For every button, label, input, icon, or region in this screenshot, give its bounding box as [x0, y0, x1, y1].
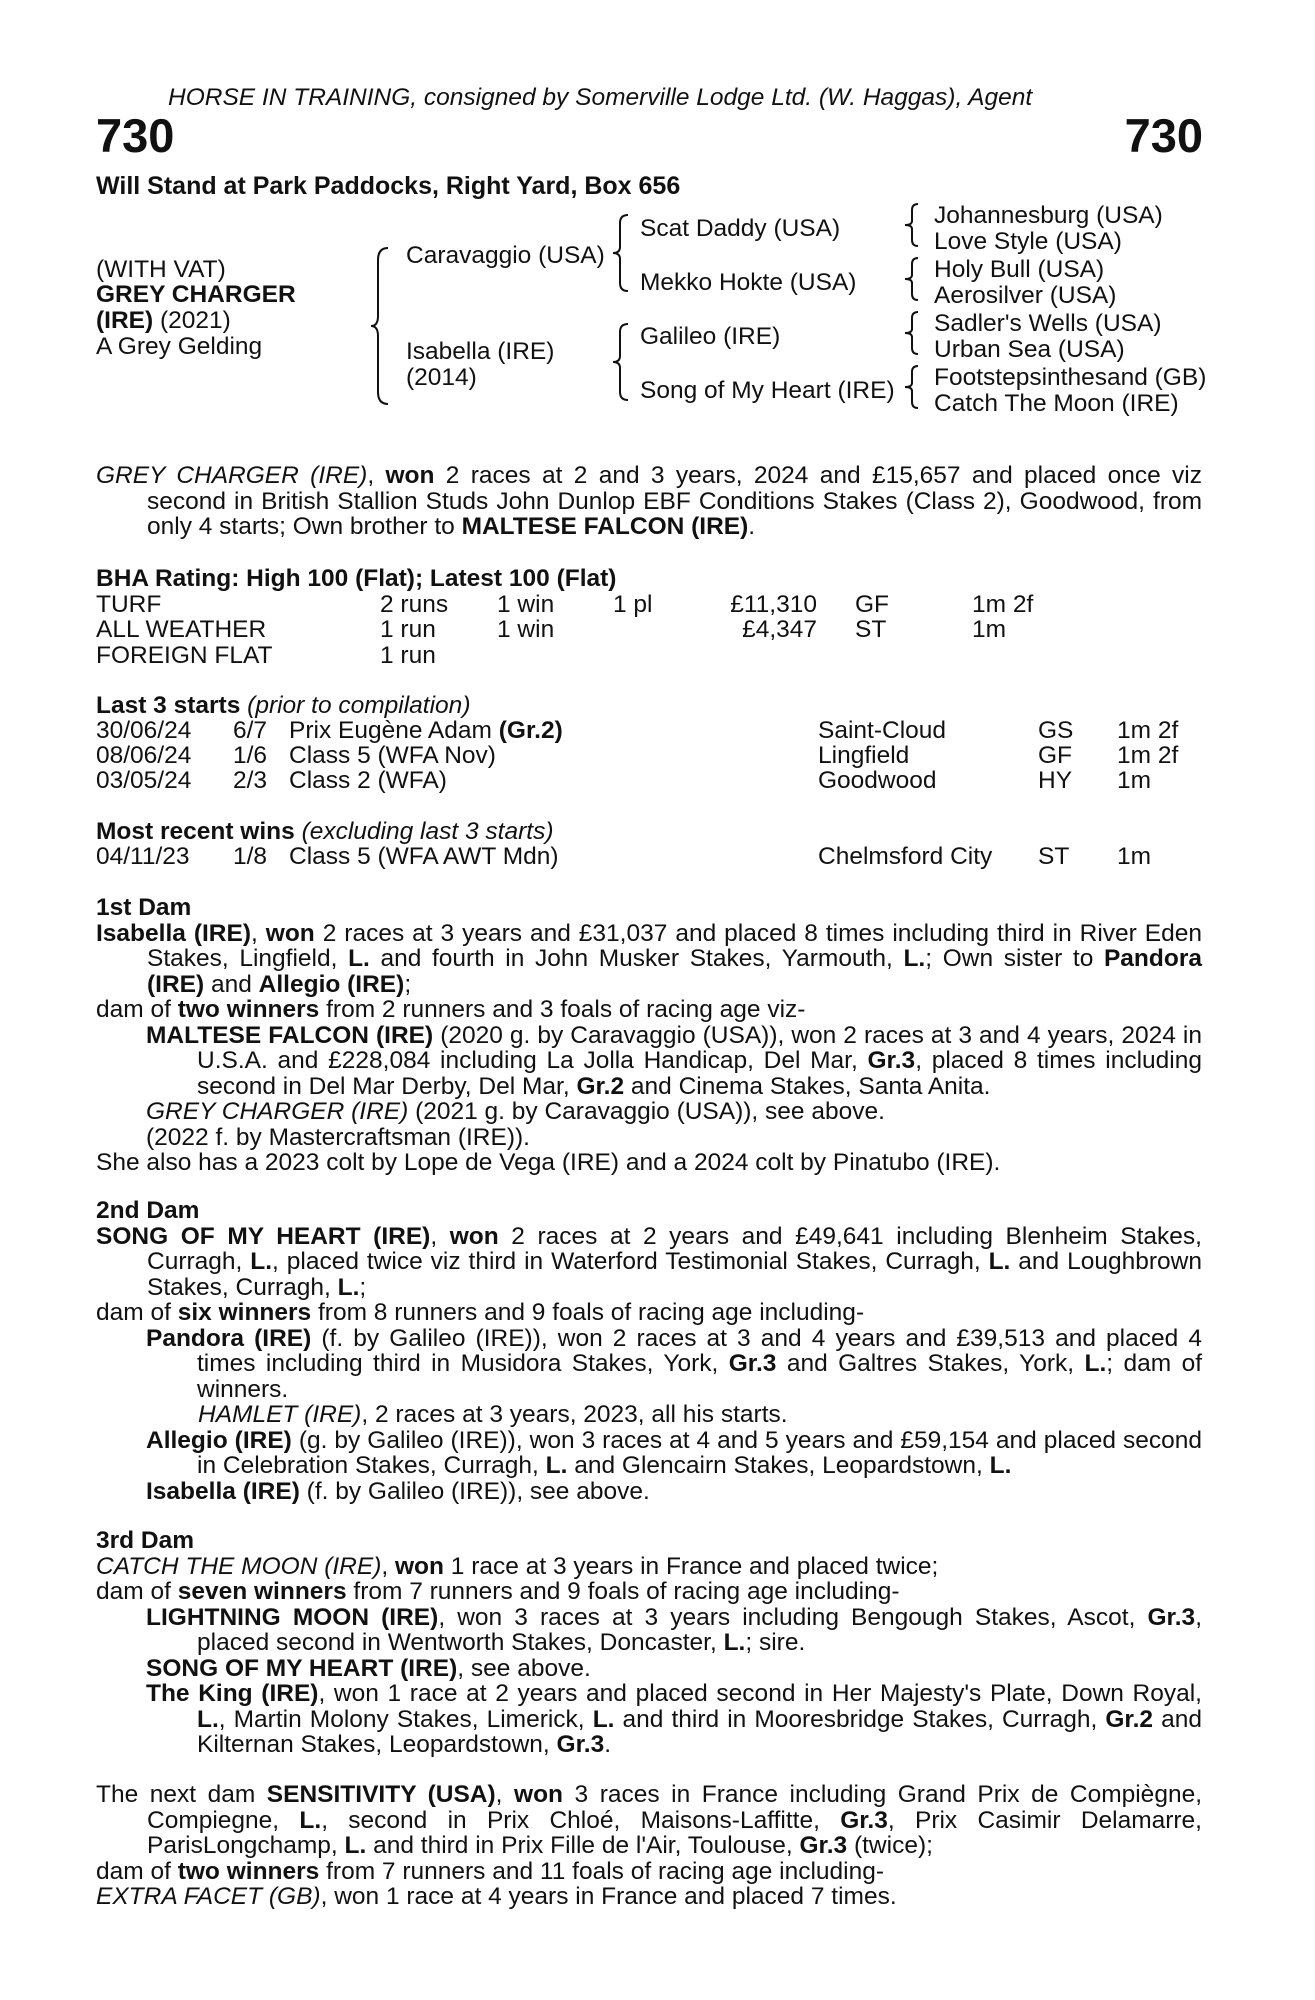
first-dam-section: 1st Dam Isabella (IRE), won 2 races at 3 years and £31,037 and placed 8 times including third in River Eden Stakes, Lingfield, L. and fourth in John Musker Stakes, Yarmouth, L.; Own sister to Pandora (IRE) and Allegio (IRE); dam of two winners from 2 runners and 3 foals of racing age viz- MALTESE FALCON (IRE) (2020 g. by Caravaggio (USA)), won 2 races at 3 and 4 years, 2024 in U.S.A. and £228,084 including La Jolla Handicap, Del Mar, Gr.3, placed 8 times including second in Del Mar Derby, Del Mar, Gr.2 and Cinema Stakes, Santa Anita. GREY CHARGER (IRE) (2021 g. by Caravaggio (USA)), see above. (2022 f. by Mastercraftsman (IRE)). She also has a 2023 colt by Lope de Vega (IRE) and a 2024 colt by Pinatubo (IRE). [96, 894, 1202, 1176]
start-race: Class 2 (WFA) [289, 767, 447, 794]
last-3-starts-heading: Last 3 starts (prior to compilation) [96, 692, 471, 719]
win-course: Chelmsford City [818, 843, 993, 870]
race-summary: GREY CHARGER (IRE), won 2 races at 2 and 3 years, 2024 and £15,657 and placed once viz second in British Stallion Studs John Dunlop EBF Conditions Stakes (Class 2), Goodwood, from only 4 starts; Own brother to MALTESE FALCON (IRE). [96, 462, 1203, 540]
win-position: 1/8 [233, 843, 268, 870]
section-heading: 2nd Dam [96, 1197, 200, 1224]
sire-name: Caravaggio (USA) [406, 242, 605, 269]
ancestor-g4: Aerosilver (USA) [934, 282, 1117, 309]
lot-number-left: 730 [96, 109, 175, 162]
rating-type: FOREIGN FLAT [96, 642, 273, 669]
rating-distance: 1m [972, 616, 1007, 643]
pedigree-brace-g1 [902, 202, 922, 248]
pedigree-brace-g4 [902, 364, 922, 410]
start-going: HY [1038, 767, 1073, 794]
vat-note: (WITH VAT) [96, 256, 226, 283]
third-dam-section: 3rd Dam CATCH THE MOON (IRE), won 1 race at 3 years in France and placed twice; dam of seven winners from 7 runners and 9 foals of racing age including- LIGHTNING MOON (IRE), won 3 races at 3 years including Bengough Stakes, Ascot, Gr.3, placed second in Wentworth Stakes, Doncaster, L.; sire. SONG OF MY HEART (IRE), see above. The King (IRE), won 1 race at 2 years and placed second in Her Majesty's Plate, Down Royal, L., Martin Molony Stakes, Limerick, L. and third in Mooresbridge Stakes, Curragh, Gr.2 and Kilternan Stakes, Leopardstown, Gr.3. [96, 1527, 1203, 1758]
start-position: 6/7 [233, 717, 268, 744]
rating-runs: 1 run [380, 616, 436, 643]
sire-dam-name: Mekko Hokte (USA) [640, 269, 857, 296]
start-date: 30/06/24 [96, 717, 192, 744]
start-course: Saint-Cloud [818, 717, 947, 744]
start-position: 1/6 [233, 742, 268, 769]
rating-wins: 1 win [497, 591, 555, 618]
horse-name: GREY CHARGER [96, 281, 296, 308]
win-date: 04/11/23 [96, 843, 190, 870]
start-course: Goodwood [818, 767, 937, 794]
start-going: GS [1038, 717, 1074, 744]
ancestor-g7: Footstepsinthesand (GB) [934, 364, 1207, 391]
start-distance: 1m 2f [1117, 742, 1179, 769]
ancestor-g2: Love Style (USA) [934, 228, 1122, 255]
start-date: 08/06/24 [96, 742, 192, 769]
rating-runs: 1 run [380, 642, 436, 669]
ancestor-g1: Johannesburg (USA) [934, 202, 1163, 229]
rating-prize: £11,310 [730, 591, 817, 618]
lot-number-right: 730 [1124, 109, 1203, 162]
ancestor-g8: Catch The Moon (IRE) [934, 390, 1179, 417]
section-heading: 1st Dam [96, 894, 192, 921]
sire-sire-name: Scat Daddy (USA) [640, 215, 841, 242]
rating-type: TURF [96, 591, 162, 618]
dam-year: (2014) [406, 364, 477, 391]
start-going: GF [1038, 742, 1073, 769]
consignment-line: HORSE IN TRAINING, consigned by Somerville Lodge Ltd. (W. Haggas), Agent [168, 84, 1033, 111]
rating-distance: 1m 2f [972, 591, 1034, 618]
start-race: Class 5 (WFA Nov) [289, 742, 496, 769]
rating-type: ALL WEATHER [96, 616, 267, 643]
rating-wins: 1 win [497, 616, 555, 643]
pedigree-brace-dam [610, 322, 632, 402]
ancestor-g3: Holy Bull (USA) [934, 256, 1105, 283]
win-going: ST [1038, 843, 1070, 870]
start-race: Prix Eugène Adam (Gr.2) [289, 717, 563, 744]
horse-country-year: (IRE) (2021) [96, 307, 231, 334]
start-position: 2/3 [233, 767, 268, 794]
start-distance: 1m 2f [1117, 717, 1179, 744]
pedigree-brace-g2 [902, 256, 922, 302]
rating-going: ST [855, 616, 887, 643]
win-race: Class 5 (WFA AWT Mdn) [289, 843, 559, 870]
start-date: 03/05/24 [96, 767, 192, 794]
start-distance: 1m [1117, 767, 1152, 794]
recent-wins-heading: Most recent wins (excluding last 3 starts) [96, 818, 554, 845]
rating-going: GF [855, 591, 890, 618]
horse-description: A Grey Gelding [96, 333, 263, 360]
dam-dam-name: Song of My Heart (IRE) [640, 377, 895, 404]
win-distance: 1m [1117, 843, 1152, 870]
rating-placed: 1 pl [613, 591, 653, 618]
bha-rating-title: BHA Rating: High 100 (Flat); Latest 100 (Flat) [96, 565, 617, 592]
pedigree-brace-sire [610, 213, 632, 293]
next-dam-section: The next dam SENSITIVITY (USA), won 3 races in France including Grand Prix de Compiègne, Compiegne, L., second in Prix Chloé, Maisons-Laffitte, Gr.3, Prix Casimir Delamarre, ParisLongchamp, L. and third in Prix Fille de l'Air, Toulouse, Gr.3 (twice); dam of two winners from 7 runners and 11 foals of racing age including- EXTRA FACET (GB), won 1 race at 4 years in France and placed 7 times. [96, 1781, 1202, 1910]
second-dam-section: 2nd Dam SONG OF MY HEART (IRE), won 2 races at 2 years and £49,641 including Blenheim Stakes, Curragh, L., placed twice viz third in Waterford Testimonial Stakes, Curragh, L. and Loughbrown Stakes, Curragh, L.; dam of six winners from 8 runners and 9 foals of racing age including- Pandora (IRE) (f. by Galileo (IRE)), won 2 races at 3 and 4 years and £39,513 and placed 4 times including third in Musidora Stakes, York, Gr.3 and Galtres Stakes, York, L.; dam of winners. HAMLET (IRE), 2 races at 3 years, 2023, all his starts. Allegio (IRE) (g. by Galileo (IRE)), won 3 races at 4 and 5 years and £59,154 and placed second in Celebration Stakes, Curragh, L. and Glencairn Stakes, Leopardstown, L. Isabella (IRE) (f. by Galileo (IRE)), see above. [96, 1197, 1203, 1505]
dam-sire-name: Galileo (IRE) [640, 323, 781, 350]
dam-name: Isabella (IRE) [406, 338, 555, 365]
ancestor-g5: Sadler's Wells (USA) [934, 310, 1162, 337]
pedigree-brace-main [370, 246, 392, 406]
section-heading: 3rd Dam [96, 1527, 195, 1554]
stand-location: Will Stand at Park Paddocks, Right Yard, Box 656 [96, 172, 681, 200]
rating-prize: £4,347 [742, 616, 817, 643]
ancestor-g6: Urban Sea (USA) [934, 336, 1125, 363]
rating-runs: 2 runs [380, 591, 449, 618]
pedigree-brace-g3 [902, 310, 922, 356]
start-course: Lingfield [818, 742, 910, 769]
